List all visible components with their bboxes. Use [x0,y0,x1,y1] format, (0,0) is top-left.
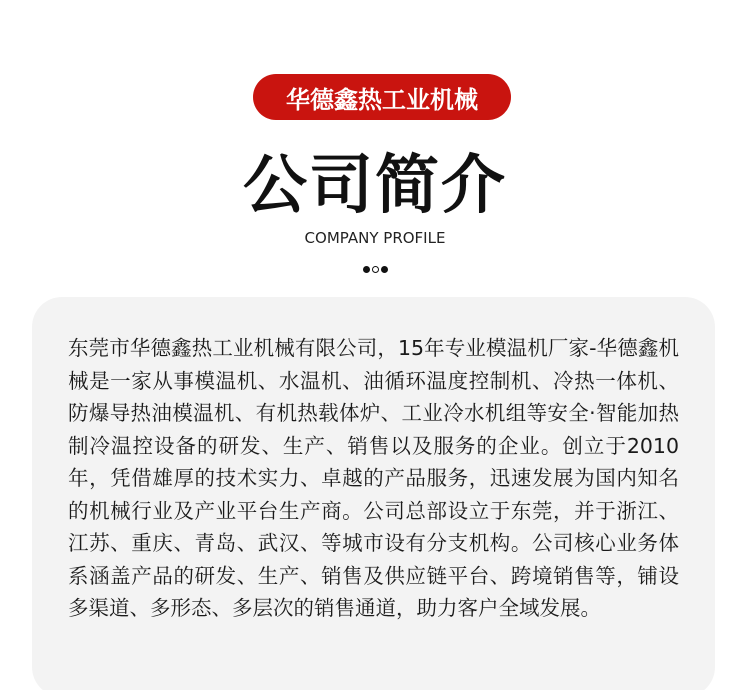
page-subtitle: COMPANY PROFILE [304,229,446,247]
dot-icon [381,266,388,273]
brand-badge [253,74,511,120]
intro-card [32,297,715,690]
dot-outline-icon [372,266,379,273]
brand-label: 华德鑫热工业机械 [286,85,478,114]
intro-text: 东莞市华德鑫热工业机械有限公司，15年专业模温机厂家-华德鑫机械是一家从事模温机、水温机、油循环温度控制机、冷热一体机、防爆导热油模温机、有机热载体炉、工业冷水机组等安全·智能加热制冷温控设备的研发、生产、销售以及服务的企业。创立于2010年，凭借雄厚的技术实力、卓越的产品服务，迅速发展为国内知名的机械行业及产业平台生产商。公司总部设立于东莞，并于浙江、江苏、重庆、青岛、武汉、等城市设有分支机构。公司核心业务体系涵盖产品的研发、生产、销售及供应链平台、跨境销售等，铺设多渠道、多形态、多层次的销售通道，助力客户全域发展。 [68,336,679,620]
dot-icon [363,266,370,273]
decorative-dots [0,266,750,273]
page-title: 公司简介 [243,149,507,223]
